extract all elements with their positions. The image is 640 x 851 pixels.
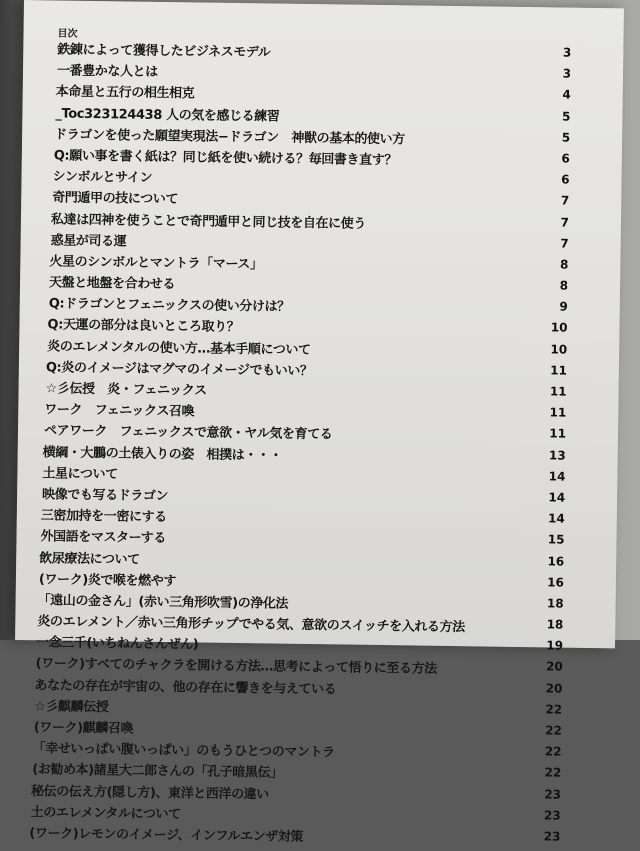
toc-entry-title: ドラゴンを使った願望実現法−ドラゴン 神獣の基本的使い方 [54,127,405,148]
toc-entry-page: 6 [561,172,570,187]
toc-entry-title: (お勧め本)諸星大二郎さんの「孔子暗黒伝」 [32,762,283,782]
toc-entry-page: 11 [549,405,567,420]
toc-entry-page: 5 [561,130,571,145]
toc-entry-page: 23 [543,829,561,844]
document-page [15,0,624,845]
toc-entry-page: 3 [562,66,572,81]
toc-entry-title: (ワーク)炎で喉を燃やす [38,571,177,589]
table-of-contents [12,38,623,851]
toc-entry-title: 横綱・大鵬の土俵入りの姿 相撲は・・・ [42,444,283,464]
toc-entry-page: 20 [545,659,563,675]
toc-entry-title: 秘伝の伝え方(隠し方)、東洋と西洋の違い [30,783,269,803]
toc-entry-page: 4 [562,87,571,103]
toc-entry-title: 映像でも写るドラゴン [41,487,169,504]
toc-title: 目次 [57,28,78,40]
toc-entry-title: 土のエレメンタルについて [30,804,181,823]
toc-entry-page: 16 [547,575,565,590]
toc-entry-page: 10 [550,342,568,357]
toc-entry-title: 一念三千(いちねんさんぜん) [35,635,199,653]
toc-entry-page: 5 [561,109,571,124]
toc-entry-title: 私達は四神を使うことで奇門遁甲と同じ技を自在に使う [50,211,367,232]
toc-entry-page: 23 [544,786,562,802]
toc-entry-title: (ワーク)麒麟召喚 [33,720,134,737]
toc-entry-title: 惑星が司る運 [50,233,127,250]
toc-entry-page: 8 [559,278,569,293]
toc-entry-page: 7 [560,215,570,230]
toc-entry-page: 13 [548,447,566,463]
toc-entry-page: 18 [546,617,564,632]
toc-entry-page: 6 [561,151,570,166]
toc-entry-page: 16 [547,553,565,569]
toc-entry-page: 11 [549,426,567,441]
toc-entry-page: 3 [562,45,572,60]
toc-entry-title: 外国語をマスターする [40,529,166,547]
toc-entry-title: ☆彡麒麟伝授 [34,699,109,716]
toc-entry-page: 9 [559,299,568,314]
toc-entry-page: 11 [550,363,567,378]
toc-entry-title: シンボルとサイン [52,169,153,186]
toc-entry-page: 10 [550,320,568,336]
toc-entry-page: 22 [545,702,563,717]
toc-entry-title: 炎のエレメンタルの使い方…基本手順について [47,338,311,358]
toc-entry-title: あなたの存在が宇宙の、他の存在に響きを与えている [34,677,337,698]
toc-entry-title: 炎のエレメント／赤い三角形チップでやる気、意欲のスイッチを入れる方法 [37,614,465,636]
toc-entry-page: 7 [560,236,569,251]
toc-entry-title: ペアワーク フェニックスで意欲・ヤル気を育てる [43,423,333,443]
toc-entry-title: 天盤と地盤を合わせる [48,275,176,293]
toc-entry-title: Q:天運の部分は良いところ取り？ [47,317,240,336]
toc-entry-page: 15 [547,532,565,547]
toc-entry-title: ワーク フェニックス召喚 [44,402,195,420]
toc-entry-title: Q:炎のイメージはマグマのイメージでもいい？ [45,360,313,379]
toc-entry-title: 三密加持を一密にする [40,508,167,526]
toc-entry-page: 14 [548,490,566,505]
toc-entry-page: 20 [545,680,563,696]
toc-entry-page: 22 [544,744,562,759]
toc-entry-page: 18 [546,596,564,611]
toc-entry-title: _Toc323124438 人の気を感じる練習 [55,106,280,125]
toc-entry-page: 14 [548,469,566,484]
toc-entry-page: 19 [546,638,564,653]
toc-entry-title: 本命星と五行の相生相克 [55,84,195,102]
toc-entry-page: 22 [544,765,562,780]
toc-entry-page: 7 [560,193,570,208]
toc-entry-title: Q:願い事を書く紙は？同じ紙を使い続ける？毎回書き直す？ [53,148,397,169]
toc-entry-title: 鉄錬によって獲得したビジネスモデル [57,42,271,61]
toc-entry-title: 飲尿療法について [39,550,140,568]
toc-entry-title: 火星のシンボルとマントラ「マース」 [49,254,263,273]
toc-entry-title: 一番豊かな人とは [56,63,158,81]
toc-entry-title: (ワーク)レモンのイメージ、インフルエンザ対策 [29,826,304,845]
toc-entry-title: (ワーク)すべてのチャクラを開ける方法…思考によって悟りに至る方法 [35,656,437,678]
toc-entry-title: 土星について [42,466,118,483]
toc-entry-title: ☆彡伝授 炎・フェニックス [45,381,207,399]
toc-entry-title: 「遠山の金さん」(赤い三角形吹雪)の浄化法 [37,593,289,612]
toc-entry-title: Q:ドラゴンとフェニックスの使い分けは？ [48,296,290,315]
toc-entry-page: 23 [543,808,561,823]
toc-entry-page: 14 [548,511,565,526]
toc-entry-title: 「幸せいっぱい腹いっぱい」のもうひとつのマントラ [32,741,335,761]
toc-entry-page: 22 [545,723,562,738]
toc-entry-page: 8 [559,257,569,272]
toc-entry-page: 11 [549,384,567,399]
toc-entry-title: 奇門遁甲の技について [52,190,179,208]
